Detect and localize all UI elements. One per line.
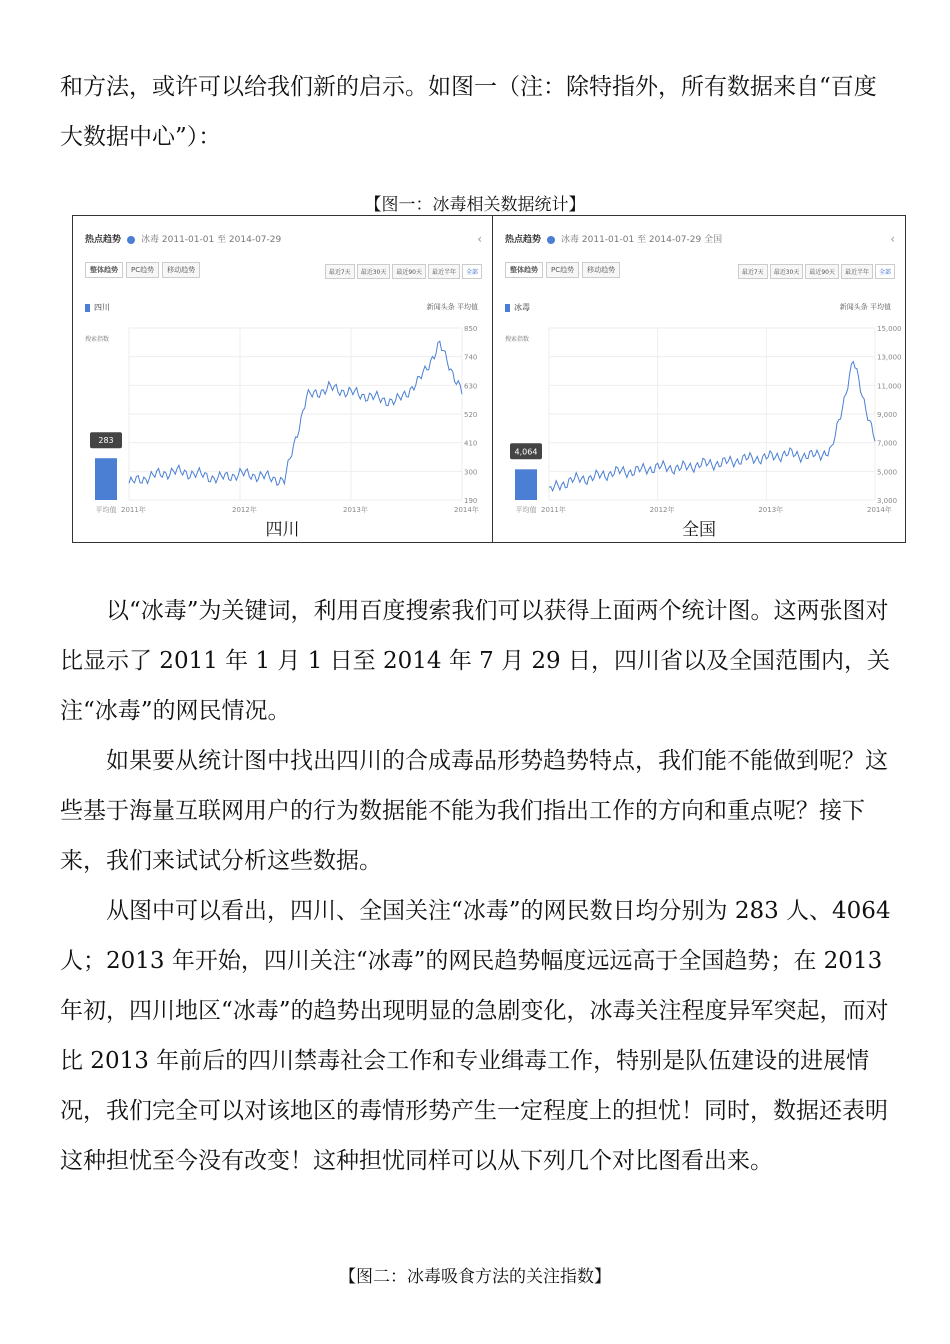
chart-options[interactable]: 新闻头条 平均值 [839,303,891,311]
y-axis-label: 搜索指数 [505,336,530,343]
x-tick-label: 2014年 [867,506,892,514]
range-button-3[interactable]: 最近半年 [841,264,873,279]
figure1-panel-sichuan [73,216,493,542]
range-button-2[interactable]: 最近90天 [392,264,426,279]
legend-label: 冰毒 [514,303,530,312]
chevron-left-icon[interactable]: ‹ [890,232,895,246]
trend-range: 2011-01-01 至 2014-07-29 [581,235,702,245]
x-tick-label: 2012年 [649,506,675,514]
range-button-1[interactable]: 最近30天 [770,264,804,279]
y-tick-label: 5,000 [877,468,898,477]
y-tick-label: 13,000 [877,353,901,362]
trend-chart [497,218,901,522]
tab-2[interactable]: 移动趋势 [162,262,200,278]
x-tick-label: 2014年 [454,506,479,514]
chevron-left-icon[interactable]: ‹ [477,232,482,246]
tab-0[interactable]: 整体趋势 [85,262,123,278]
paragraph-1: 以“冰毒”为关键词，利用百度搜索我们可以获得上面两个统计图。这两张图对比显示了 2011 年 1 月 1 日至 2014 年 7 月 29 日，四川省以及全国范围内，关注“冰毒”的网民情况。 [60,598,890,724]
y-tick-label: 9,000 [877,411,898,419]
figure1 [72,215,906,543]
trend-keyword: 冰毒 [141,235,160,245]
figure1-panel-national [493,216,905,542]
figure2-caption: 【图二：冰毒吸食方法的关注指数】 [339,1267,611,1287]
y-tick-label: 410 [464,439,478,448]
trend-keyword: 冰毒 [561,235,580,245]
trend-range: 2011-01-01 至 2014-07-29 [161,235,282,245]
y-tick-label: 15,000 [877,325,901,333]
trend-scope: 全国 [704,235,723,245]
y-tick-label: 630 [464,382,478,391]
y-tick-label: 300 [464,468,478,477]
range-button-4[interactable]: 全部 [875,264,895,279]
average-bar [515,469,537,500]
paragraph-3: 从图中可以看出，四川、全国关注“冰毒”的网民数日均分别为 283 人、4064 人；2013 年开始，四川关注“冰毒”的网民趋势幅度远远高于全国趋势；在 2013 年初，四川地区“冰毒”的趋势出现明显的急剧变化，冰毒关注程度异军突起，而对比 2013 年前后的四川禁毒社会工作和专业缉毒工作，特别是队伍建设的进展情况，我们完全可以对该地区的毒情形势产生一定程度上的担忧！同时，数据还表明这种担忧至今没有改变！这种担忧同样可以从下列几个对比图看出来。 [60,898,891,1174]
range-button-0[interactable]: 最近7天 [325,264,355,279]
trend-title: 热点趋势 [85,235,122,245]
tab-0[interactable]: 整体趋势 [505,262,543,278]
trend-title: 热点趋势 [505,235,542,245]
y-tick-label: 850 [464,325,478,333]
y-tick-label: 7,000 [877,439,898,448]
y-tick-label: 740 [464,353,478,362]
chart-options[interactable]: 新闻头条 平均值 [426,303,478,311]
average-bar [95,458,117,500]
x-tick-label: 2013年 [758,506,784,514]
y-axis-label: 搜索指数 [85,336,110,343]
legend-label: 四川 [94,303,110,312]
x-tick-label: 2012年 [232,506,257,514]
panel-label: 全国 [682,520,716,540]
range-button-1[interactable]: 最近30天 [357,264,391,279]
y-tick-label: 190 [464,497,478,505]
x-tick-label: 2011年 [121,506,146,514]
range-button-2[interactable]: 最近90天 [805,264,839,279]
series-line [129,341,462,485]
average-label: 平均值 [95,506,117,514]
y-tick-label: 11,000 [877,382,901,391]
y-tick-label: 3,000 [877,497,898,505]
tab-1[interactable]: PC趋势 [126,262,159,278]
figure1-caption: 【图一：冰毒相关数据统计】 [364,195,586,215]
range-button-4[interactable]: 全部 [462,264,482,279]
trend-screenshot [77,218,488,522]
y-tick-label: 520 [464,411,478,419]
average-label: 平均值 [515,506,537,514]
tab-1[interactable]: PC趋势 [546,262,579,278]
x-tick-label: 2013年 [343,506,368,514]
range-button-0[interactable]: 最近7天 [738,264,768,279]
trend-screenshot [497,218,901,522]
tab-2[interactable]: 移动趋势 [582,262,620,278]
average-value: 4,064 [514,447,538,457]
trend-chart [77,218,488,522]
average-value: 283 [98,436,114,446]
paragraph-2: 如果要从统计图中找出四川的合成毒品形势趋势特点，我们能不能做到呢？这些基于海量互联网用户的行为数据能不能为我们指出工作的方向和重点呢？接下来，我们来试试分析这些数据。 [60,748,888,874]
panel-label: 四川 [265,520,300,540]
x-tick-label: 2011年 [541,506,566,514]
paragraph-intro: 和方法，或许可以给我们新的启示。如图一（注：除特指外，所有数据来自“百度大数据中心”）： [60,74,877,150]
range-button-3[interactable]: 最近半年 [428,264,460,279]
